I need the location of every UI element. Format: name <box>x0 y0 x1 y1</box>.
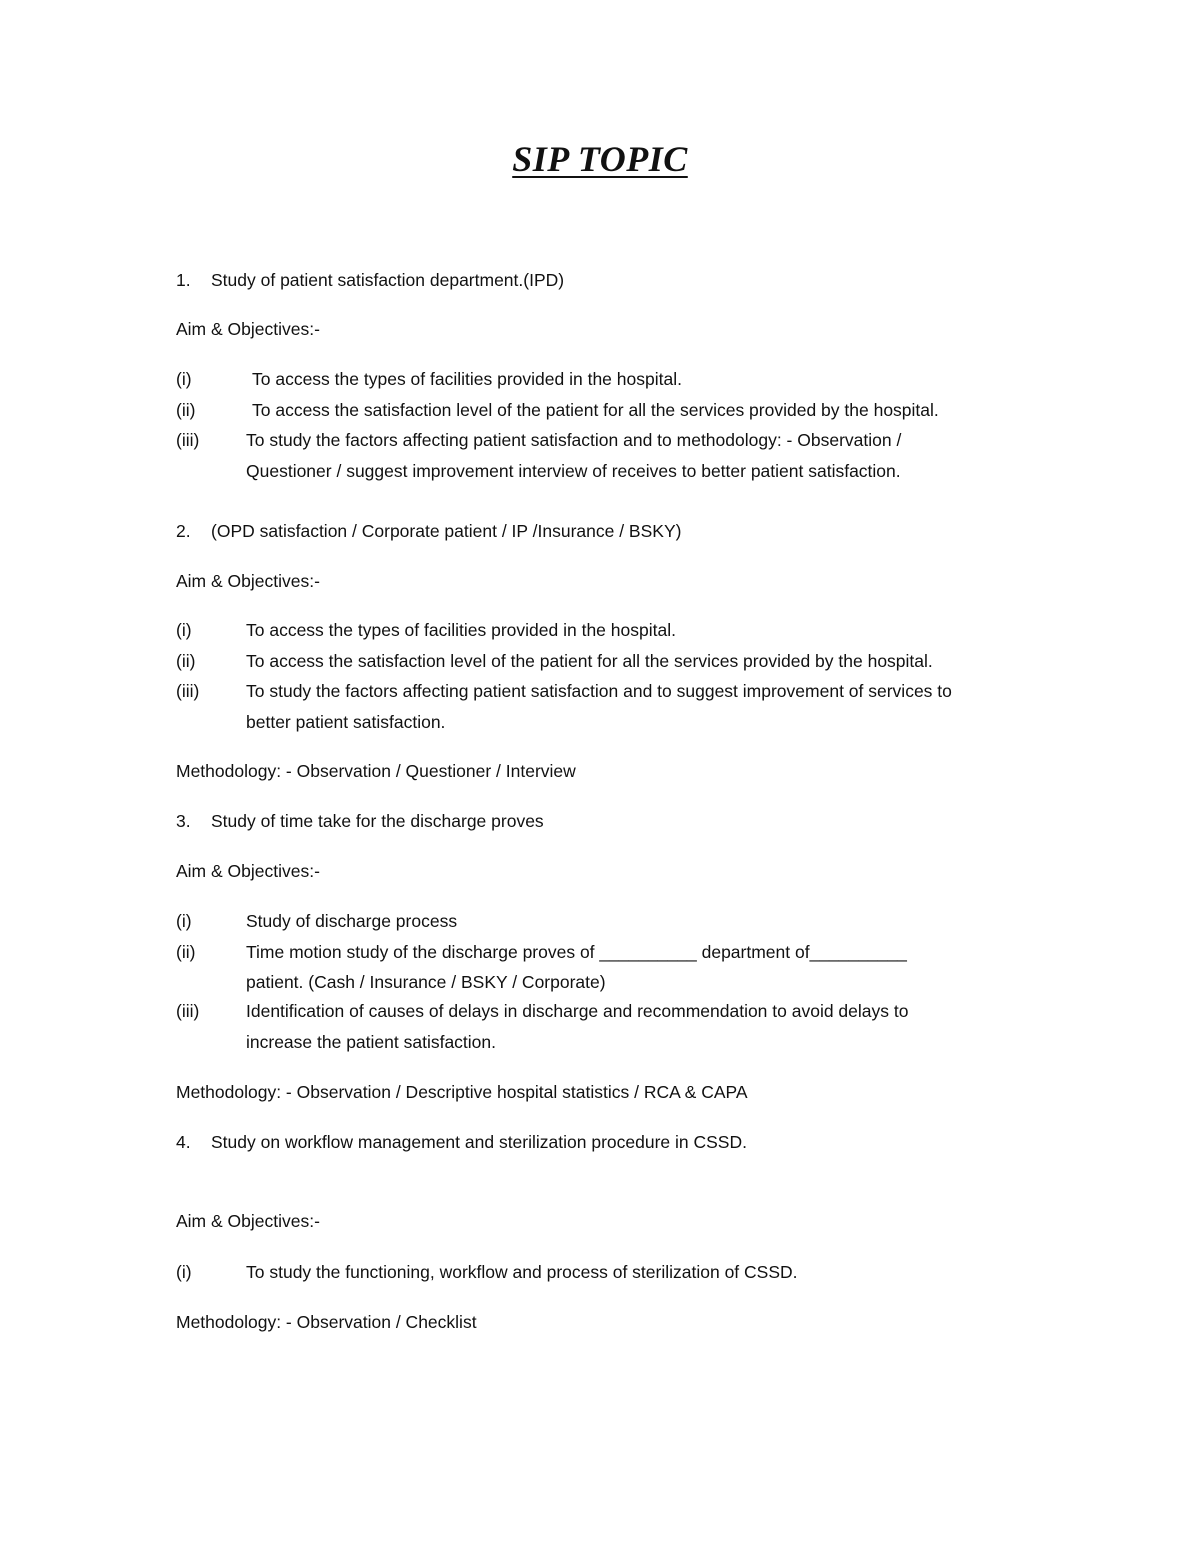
objective-numeral: (ii) <box>176 651 196 671</box>
objective-text: Time motion study of the discharge proves of __________ department of__________ <box>246 942 907 962</box>
aim-objectives-label: Aim & Objectives:- <box>176 1211 320 1231</box>
objective-text: better patient satisfaction. <box>246 712 446 732</box>
objective-numeral: (iii) <box>176 681 200 701</box>
objective-text: To access the types of facilities provided in the hospital. <box>252 369 682 389</box>
methodology-text: Methodology: - Observation / Checklist <box>176 1312 477 1332</box>
page-title: SIP TOPIC <box>512 139 688 179</box>
objective-numeral: (ii) <box>176 400 196 420</box>
objective-numeral: (i) <box>176 620 192 640</box>
objective-numeral: (iii) <box>176 1001 200 1021</box>
aim-objectives-label: Aim & Objectives:- <box>176 571 320 591</box>
aim-objectives-label: Aim & Objectives:- <box>176 861 320 881</box>
topic-number: 4. <box>176 1132 191 1152</box>
objective-text: Questioner / suggest improvement interview of receives to better patient satisfaction. <box>246 461 901 481</box>
objective-text: To access the satisfaction level of the patient for all the services provided by the hospital. <box>252 400 939 420</box>
objective-text: increase the patient satisfaction. <box>246 1032 497 1052</box>
objective-text: Identification of causes of delays in discharge and recommendation to avoid delays to <box>246 1001 909 1021</box>
objective-text: To study the factors affecting patient satisfaction and to methodology: - Observation / <box>246 430 902 450</box>
topic-number: 3. <box>176 811 191 831</box>
objective-numeral: (iii) <box>176 430 200 450</box>
objective-text: Study of discharge process <box>246 911 458 931</box>
topic-heading: Study of patient satisfaction department.(IPD) <box>211 270 565 290</box>
methodology-text: Methodology: - Observation / Questioner / Interview <box>176 761 576 781</box>
topic-heading: Study on workflow management and sterilization procedure in CSSD. <box>211 1132 747 1152</box>
objective-text: patient. (Cash / Insurance / BSKY / Corporate) <box>246 972 606 992</box>
aim-objectives-label: Aim & Objectives:- <box>176 319 320 339</box>
objective-text: To study the factors affecting patient satisfaction and to suggest improvement of services to <box>246 681 952 701</box>
methodology-text: Methodology: - Observation / Descriptive hospital statistics / RCA & CAPA <box>176 1082 748 1102</box>
objective-numeral: (i) <box>176 911 192 931</box>
objective-numeral: (ii) <box>176 942 196 962</box>
objective-text: To access the types of facilities provided in the hospital. <box>246 620 676 640</box>
objective-text: To access the satisfaction level of the patient for all the services provided by the hospital. <box>246 651 933 671</box>
topic-number: 1. <box>176 270 191 290</box>
objective-text: To study the functioning, workflow and process of sterilization of CSSD. <box>246 1262 798 1282</box>
topic-number: 2. <box>176 521 191 541</box>
objective-numeral: (i) <box>176 369 192 389</box>
topic-heading: Study of time take for the discharge proves <box>211 811 544 831</box>
topic-heading: (OPD satisfaction / Corporate patient / IP /Insurance / BSKY) <box>211 521 682 541</box>
objective-numeral: (i) <box>176 1262 192 1282</box>
